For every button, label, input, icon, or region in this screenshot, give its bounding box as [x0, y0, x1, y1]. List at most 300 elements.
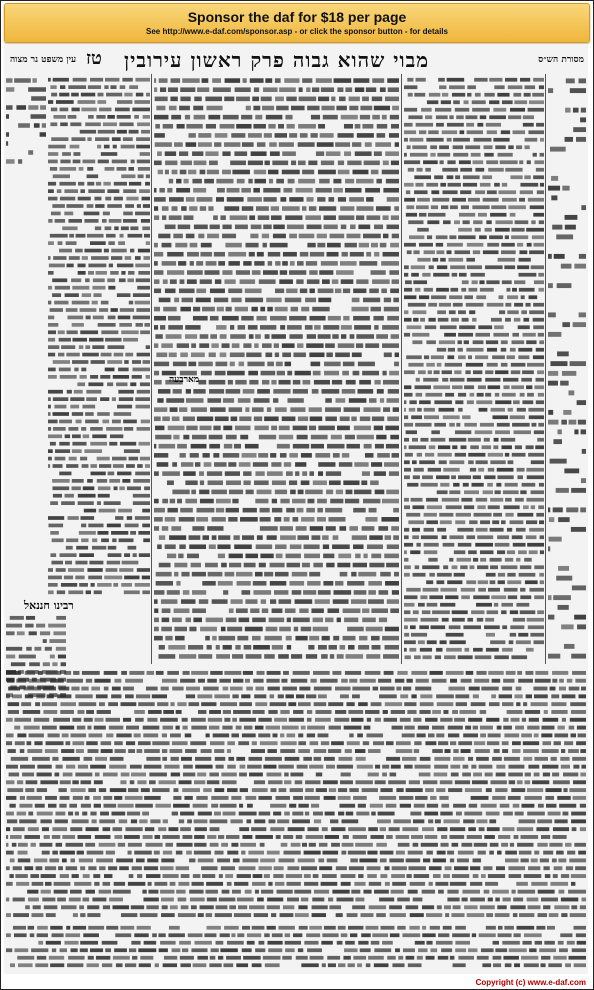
print-word	[302, 843, 307, 847]
print-word	[179, 544, 185, 549]
print-word	[236, 757, 245, 761]
print-word	[156, 353, 167, 358]
print-word	[412, 460, 417, 464]
print-word	[313, 627, 328, 632]
print-word	[208, 206, 213, 211]
print-word	[404, 498, 409, 502]
print-word	[177, 343, 189, 348]
print-word	[468, 757, 473, 761]
print-word	[344, 948, 357, 952]
print-word	[450, 378, 465, 382]
print-word	[427, 640, 437, 644]
print-word	[62, 733, 69, 737]
print-word	[504, 588, 518, 592]
print-word	[470, 882, 482, 886]
print-word	[501, 243, 515, 247]
print-word	[28, 105, 38, 110]
print-word	[407, 145, 411, 149]
print-word	[581, 429, 586, 434]
print-word	[295, 471, 299, 476]
print-word	[533, 243, 544, 247]
print-word	[189, 544, 206, 549]
print-word	[50, 679, 64, 683]
print-word	[551, 195, 557, 200]
print-word	[452, 843, 459, 847]
talmud-page-scan	[4, 44, 588, 974]
print-word	[416, 543, 420, 547]
print-word	[541, 835, 550, 839]
print-word	[296, 956, 308, 960]
print-word	[576, 137, 586, 142]
print-word	[340, 206, 354, 211]
print-word	[523, 123, 534, 127]
ein-mishpat-column	[6, 76, 46, 166]
print-word	[136, 694, 150, 698]
print-word	[374, 325, 378, 330]
print-word	[125, 796, 143, 800]
print-word	[436, 235, 448, 239]
print-word	[263, 225, 271, 230]
print-word	[510, 348, 516, 352]
print-word	[284, 773, 288, 777]
print-word	[154, 517, 163, 522]
print-word	[420, 483, 437, 487]
print-word	[137, 353, 150, 357]
print-word	[60, 948, 67, 952]
print-word	[449, 460, 464, 464]
print-word	[469, 565, 474, 569]
print-word	[380, 87, 386, 92]
print-word	[194, 835, 205, 839]
print-word	[405, 453, 413, 457]
print-word	[6, 655, 15, 659]
print-word	[531, 220, 535, 224]
print-word	[578, 694, 586, 698]
print-word	[296, 835, 303, 839]
print-word	[570, 361, 586, 366]
print-word	[257, 490, 272, 495]
print-word	[40, 819, 51, 823]
print-word	[449, 235, 456, 239]
print-word	[393, 298, 399, 303]
print-word	[36, 624, 45, 628]
print-word	[467, 378, 482, 382]
print-word	[204, 933, 216, 937]
print-word	[419, 460, 435, 464]
print-word	[531, 460, 544, 464]
print-word	[301, 627, 311, 632]
print-word	[81, 804, 91, 808]
print-word	[317, 499, 327, 504]
print-word	[271, 206, 279, 211]
print-word	[428, 130, 438, 134]
print-word	[89, 733, 103, 737]
print-word	[477, 618, 483, 622]
print-word	[580, 905, 586, 909]
print-word	[307, 948, 322, 952]
print-word	[494, 603, 498, 607]
print-word	[527, 475, 544, 479]
print-word	[327, 956, 340, 960]
print-word	[446, 648, 462, 652]
print-word	[44, 905, 58, 909]
print-word	[114, 353, 123, 357]
print-word	[561, 749, 565, 753]
print-word	[419, 213, 426, 217]
print-word	[503, 726, 512, 730]
print-word	[323, 115, 338, 120]
print-word	[571, 654, 586, 659]
print-word	[512, 333, 519, 337]
print-word	[480, 558, 486, 562]
print-word	[422, 827, 434, 831]
print-word	[563, 410, 571, 415]
print-word	[125, 827, 142, 831]
print-word	[273, 398, 278, 403]
print-word	[480, 115, 486, 119]
print-word	[407, 250, 412, 254]
print-word	[107, 189, 119, 193]
print-word	[404, 565, 411, 569]
print-word	[227, 371, 245, 376]
print-word	[279, 426, 290, 431]
print-word	[438, 318, 449, 322]
print-word	[413, 250, 419, 254]
print-word	[458, 956, 474, 960]
print-word	[404, 85, 417, 89]
print-word	[257, 898, 264, 902]
print-word	[488, 468, 494, 472]
print-word	[486, 913, 493, 917]
print-word	[96, 956, 110, 960]
print-word	[549, 517, 554, 522]
print-word	[114, 197, 123, 201]
print-word	[135, 516, 150, 520]
print-word	[284, 78, 299, 83]
print-word	[444, 749, 450, 753]
print-word	[566, 866, 573, 870]
print-word	[295, 462, 306, 467]
print-word	[529, 415, 544, 419]
print-word	[447, 250, 452, 254]
print-word	[274, 718, 287, 722]
print-word	[497, 851, 501, 855]
print-word	[124, 427, 133, 431]
print-word	[443, 565, 448, 569]
print-word	[383, 215, 389, 220]
print-word	[571, 812, 586, 816]
print-word	[61, 905, 77, 909]
print-word	[318, 694, 327, 698]
print-word	[571, 819, 586, 823]
print-word	[284, 780, 291, 784]
print-word	[486, 788, 492, 792]
print-word	[569, 687, 580, 691]
print-word	[224, 97, 234, 102]
print-word	[464, 905, 477, 909]
print-word	[424, 513, 437, 517]
print-word	[317, 508, 323, 513]
print-word	[82, 293, 91, 297]
print-word	[187, 554, 199, 559]
print-word	[390, 243, 399, 248]
print-word	[343, 316, 349, 321]
print-word	[473, 370, 482, 374]
print-word	[118, 843, 125, 847]
print-word	[173, 796, 181, 800]
print-word	[48, 412, 51, 416]
print-word	[196, 298, 211, 303]
print-word	[245, 407, 249, 412]
print-word	[20, 749, 25, 753]
print-word	[267, 749, 276, 753]
print-word	[221, 627, 226, 632]
print-word	[166, 334, 182, 339]
print-word	[495, 220, 512, 224]
print-word	[332, 334, 338, 339]
print-word	[61, 749, 74, 753]
print-word	[93, 874, 100, 878]
print-word	[95, 137, 109, 141]
print-word	[540, 535, 544, 539]
print-word	[35, 804, 45, 808]
print-word	[114, 226, 118, 230]
print-word	[298, 124, 316, 129]
print-word	[504, 757, 520, 761]
print-word	[169, 353, 177, 358]
print-word	[448, 183, 461, 187]
print-word	[210, 827, 220, 831]
print-word	[194, 780, 205, 784]
print-word	[436, 250, 444, 254]
print-word	[150, 819, 160, 823]
print-word	[523, 757, 532, 761]
print-word	[180, 508, 193, 513]
print-word	[138, 167, 150, 171]
print-word	[571, 874, 586, 878]
print-word	[443, 543, 455, 547]
print-word	[280, 197, 286, 202]
print-word	[396, 687, 401, 691]
print-word	[86, 710, 94, 714]
print-word	[372, 115, 380, 120]
print-word	[371, 270, 386, 275]
print-word	[314, 749, 327, 753]
print-word	[52, 486, 69, 490]
print-word	[556, 488, 569, 493]
print-word	[64, 212, 73, 216]
print-word	[306, 694, 316, 698]
print-word	[97, 531, 108, 535]
print-word	[154, 78, 156, 83]
print-word	[326, 151, 341, 156]
print-word	[466, 535, 475, 539]
print-word	[340, 694, 349, 698]
print-word	[391, 526, 399, 531]
sponsor-banner[interactable]	[4, 3, 590, 43]
print-word	[86, 316, 91, 320]
print-word	[196, 796, 207, 800]
print-word	[493, 108, 506, 112]
print-word	[481, 874, 486, 878]
print-word	[577, 400, 586, 405]
print-word	[224, 926, 239, 930]
print-word	[295, 636, 307, 641]
print-word	[88, 956, 94, 960]
print-word	[115, 516, 123, 520]
print-word	[56, 843, 63, 847]
print-word	[551, 176, 558, 181]
print-word	[480, 550, 493, 554]
print-word	[116, 963, 123, 967]
print-word	[351, 718, 363, 722]
print-word	[473, 475, 481, 479]
print-word	[235, 380, 246, 385]
print-word	[237, 179, 245, 184]
print-word	[114, 835, 122, 839]
print-word	[216, 645, 220, 650]
print-word	[263, 188, 280, 193]
print-word	[152, 788, 169, 792]
print-word	[179, 941, 191, 945]
print-word	[533, 687, 547, 691]
print-word	[198, 234, 204, 239]
print-word	[158, 827, 166, 831]
print-word	[461, 749, 471, 753]
print-word	[211, 490, 227, 495]
print-word	[180, 307, 190, 312]
print-word	[422, 273, 430, 277]
print-word	[324, 362, 341, 367]
print-word	[313, 371, 321, 376]
print-word	[267, 905, 280, 909]
print-word	[211, 804, 218, 808]
sponsor-subtitle[interactable]: See http://www.e-daf.com/sponsor.asp - or click the sponsor button - for details	[146, 27, 448, 36]
print-word	[469, 520, 477, 524]
print-word	[48, 316, 54, 320]
print-word	[201, 749, 212, 753]
print-word	[323, 581, 333, 586]
print-word	[261, 599, 266, 604]
print-word	[202, 874, 215, 878]
print-word	[526, 520, 537, 524]
print-word	[135, 472, 150, 476]
print-word	[453, 153, 468, 157]
print-word	[492, 355, 505, 359]
print-word	[49, 956, 64, 960]
print-word	[523, 741, 539, 745]
print-word	[384, 718, 397, 722]
sponsor-title[interactable]: Sponsor the daf for $18 per page	[187, 9, 407, 25]
print-word	[443, 415, 460, 419]
print-word	[372, 933, 388, 937]
print-word	[439, 460, 447, 464]
print-word	[95, 773, 100, 777]
print-word	[360, 948, 371, 952]
print-word	[367, 874, 377, 878]
print-word	[129, 457, 139, 461]
print-word	[53, 397, 68, 401]
print-word	[198, 913, 204, 917]
print-word	[220, 124, 235, 129]
print-word	[463, 483, 469, 487]
print-word	[390, 933, 400, 937]
print-word	[144, 866, 158, 870]
print-word	[48, 160, 58, 164]
print-word	[347, 627, 364, 632]
print-word	[76, 546, 88, 550]
print-word	[168, 325, 183, 330]
print-word	[523, 333, 536, 337]
print-word	[411, 415, 422, 419]
print-word	[451, 475, 456, 479]
print-word	[579, 254, 586, 259]
print-word	[502, 898, 510, 902]
print-word	[464, 423, 477, 427]
print-word	[198, 679, 205, 683]
print-word	[553, 439, 562, 444]
print-word	[197, 773, 206, 777]
print-word	[425, 788, 434, 792]
print-word	[231, 796, 241, 800]
print-word	[404, 505, 410, 509]
print-word	[372, 97, 382, 102]
print-word	[79, 531, 96, 535]
print-word	[581, 898, 586, 902]
print-word	[117, 472, 131, 476]
print-word	[234, 444, 241, 449]
print-word	[305, 325, 313, 330]
print-word	[67, 316, 83, 320]
print-word	[174, 563, 187, 568]
print-word	[329, 788, 336, 792]
print-word	[559, 687, 566, 691]
print-word	[110, 757, 124, 761]
print-word	[417, 228, 429, 232]
print-word	[359, 380, 371, 385]
print-word	[107, 360, 122, 364]
print-word	[349, 97, 360, 102]
print-word	[396, 749, 413, 753]
print-word	[104, 501, 121, 505]
print-word	[101, 301, 109, 305]
print-word	[135, 212, 150, 216]
print-word	[218, 554, 225, 559]
print-word	[343, 956, 350, 960]
print-word	[245, 599, 257, 604]
print-word	[542, 749, 559, 753]
print-word	[119, 819, 127, 823]
print-word	[246, 654, 262, 659]
print-word	[95, 204, 104, 208]
print-word	[411, 694, 416, 698]
print-word	[314, 325, 321, 330]
print-word	[7, 819, 17, 823]
print-word	[246, 106, 251, 111]
print-word	[183, 726, 188, 730]
print-word	[341, 851, 346, 855]
print-word	[456, 702, 467, 706]
print-word	[154, 471, 159, 476]
print-word	[190, 261, 194, 266]
print-word	[526, 694, 532, 698]
print-word	[374, 106, 390, 111]
print-word	[312, 898, 324, 902]
print-word	[485, 773, 493, 777]
print-word	[433, 273, 449, 277]
print-word	[479, 827, 485, 831]
print-word	[432, 610, 450, 614]
